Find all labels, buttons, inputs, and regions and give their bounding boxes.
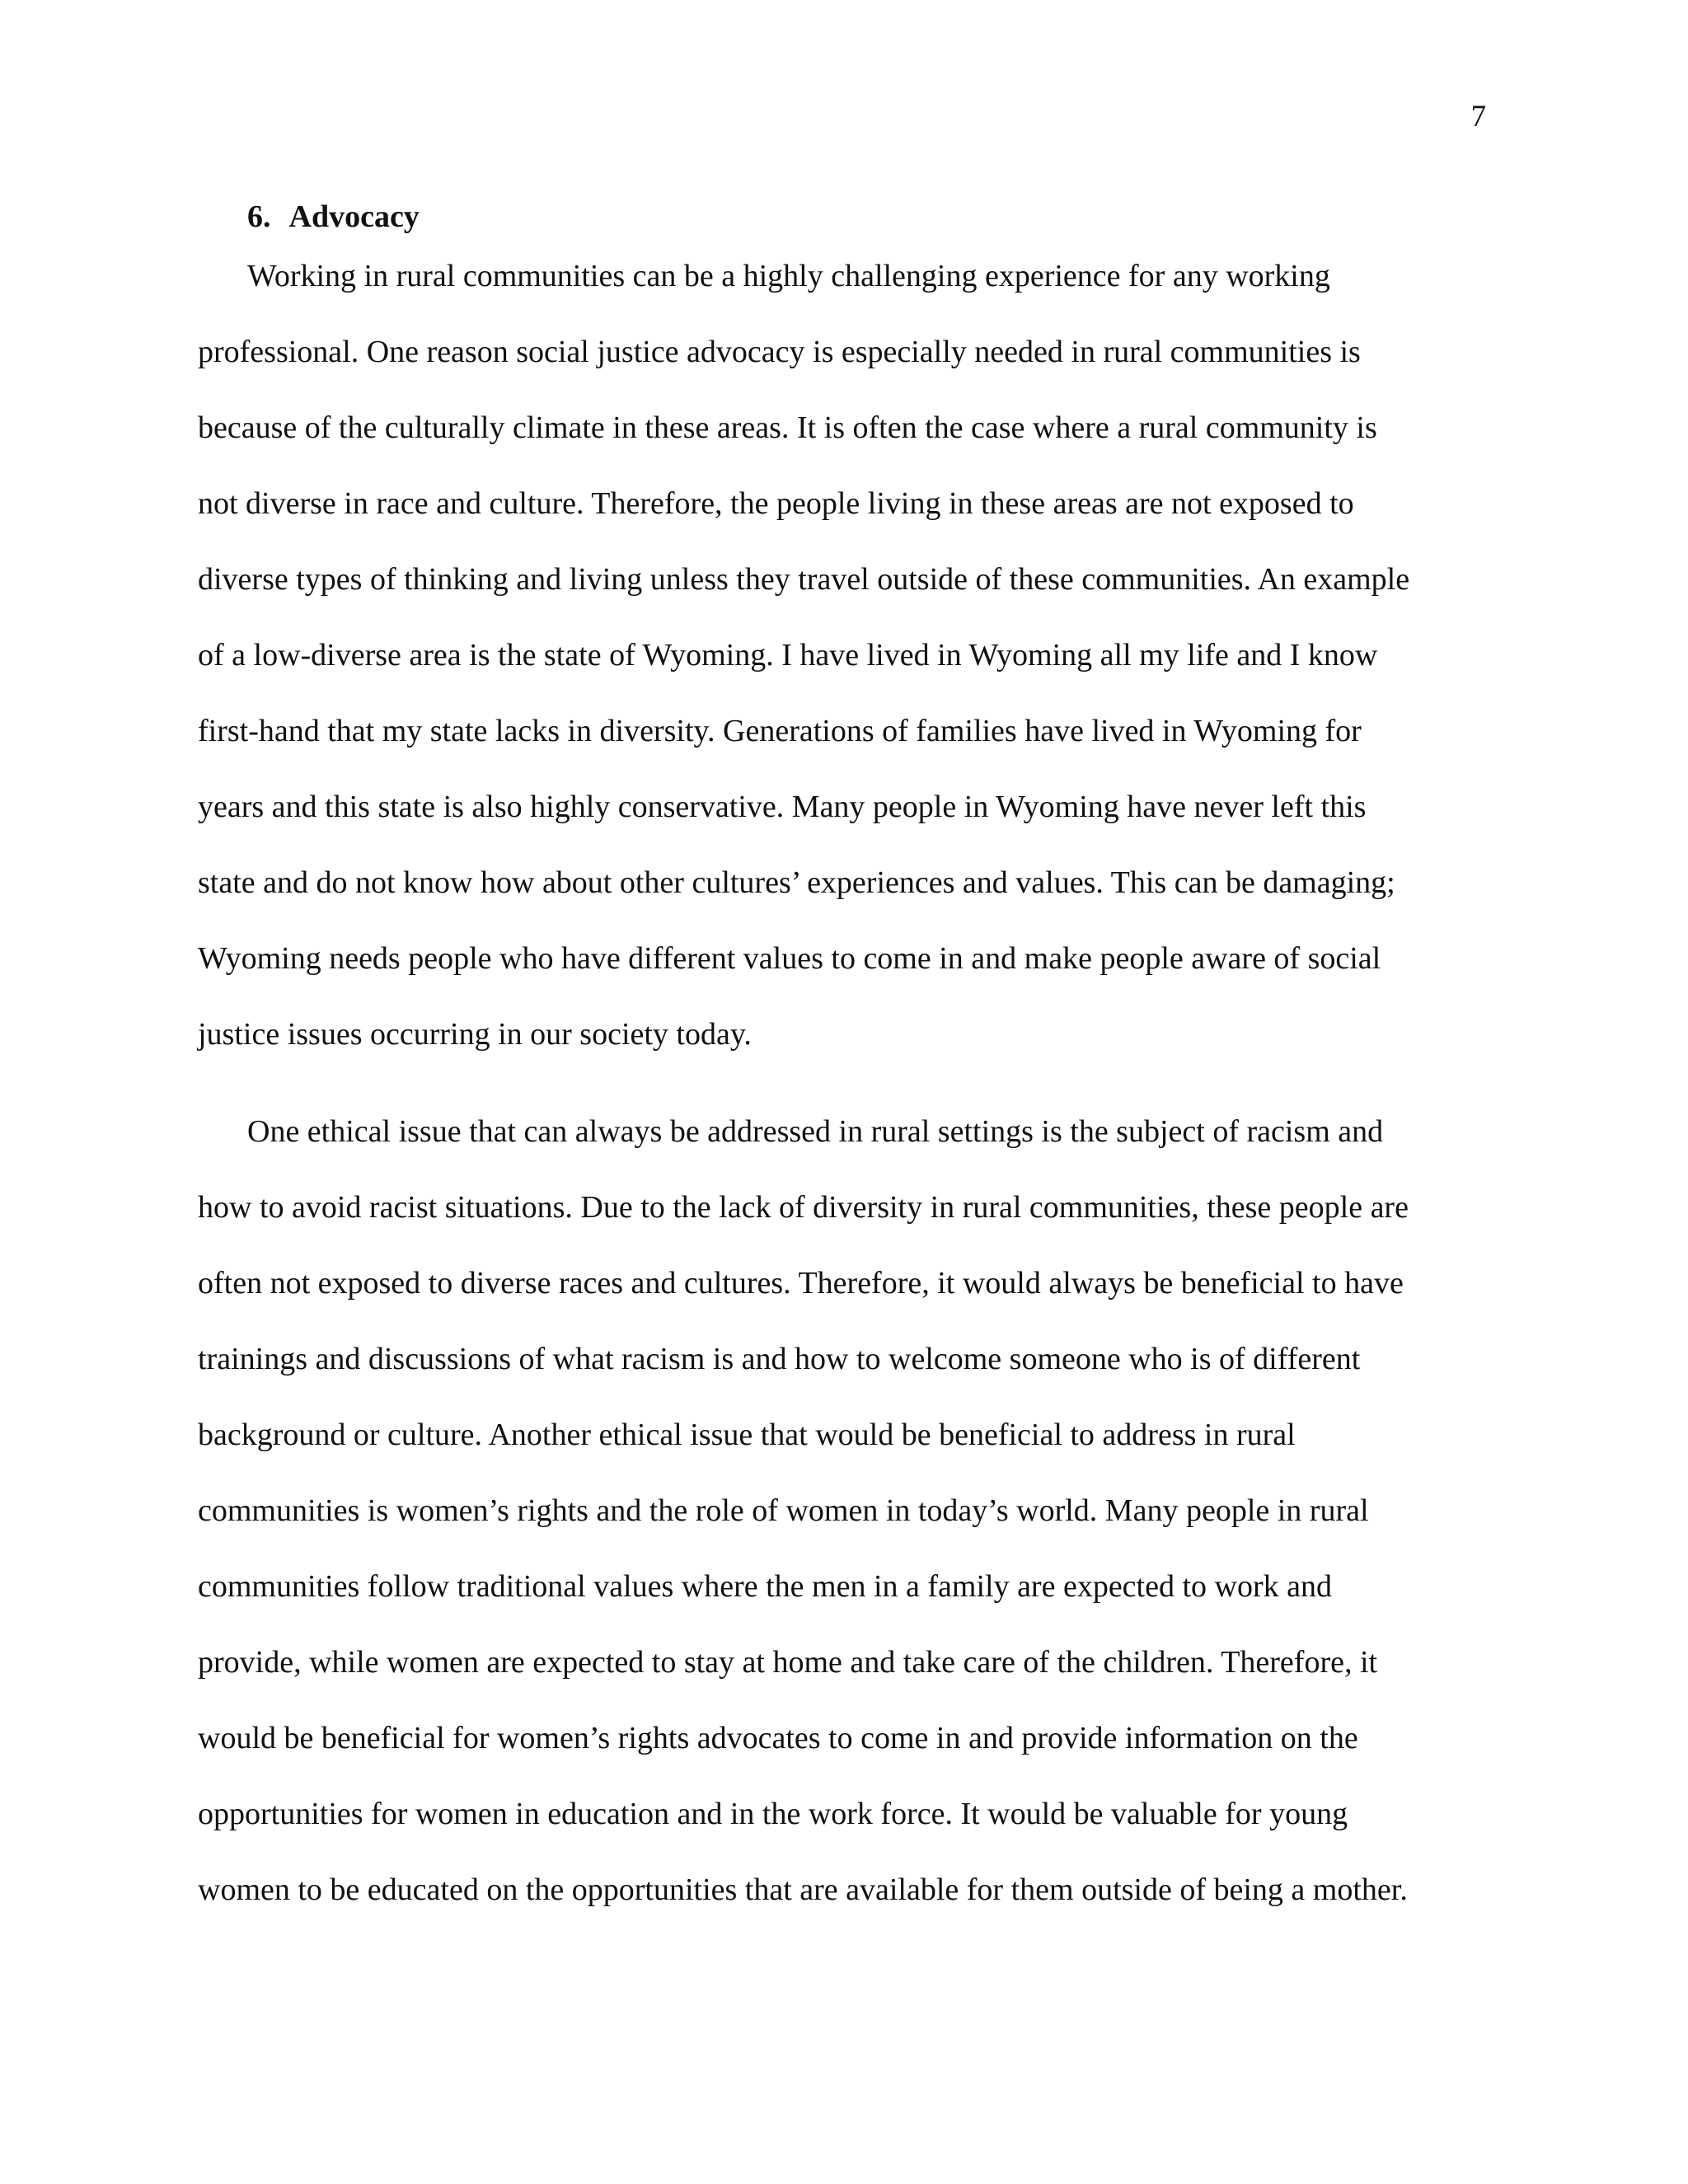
paragraph-line: women to be educated on the opportunities that are available for them outside of being a mother. (198, 1872, 1408, 1907)
paragraph-line: trainings and discussions of what racism is and how to welcome someone who is of different (198, 1342, 1361, 1376)
paragraph-line: first-hand that my state lacks in diversity. Generations of families have lived in Wyoming for (198, 714, 1362, 748)
paragraph-line: how to avoid racist situations. Due to the lack of diversity in rural communities, these people are (198, 1190, 1409, 1225)
paragraph-line: state and do not know how about other cultures’ experiences and values. This can be damaging; (198, 865, 1395, 900)
paragraph-line: often not exposed to diverse races and cultures. Therefore, it would always be beneficial to have (198, 1266, 1404, 1301)
section-title: Advocacy (288, 199, 420, 234)
paragraph-line: communities is women’s rights and the role of women in today’s world. Many people in rural (198, 1493, 1369, 1528)
section-number: 6. (247, 199, 271, 234)
paragraph-line: would be beneficial for women’s rights advocates to come in and provide information on the (198, 1721, 1358, 1755)
paragraph-line: because of the culturally climate in these areas. It is often the case where a rural community is (198, 410, 1377, 445)
page-number: 7 (1470, 100, 1486, 134)
paragraph-line: background or culture. Another ethical issue that would be beneficial to address in rural (198, 1418, 1296, 1452)
paragraph-line: One ethical issue that can always be addressed in rural settings is the subject of racism and (247, 1114, 1384, 1149)
paragraph-line: justice issues occurring in our society today. (198, 1017, 752, 1052)
paragraph-line: of a low-diverse area is the state of Wyoming. I have lived in Wyoming all my life and I know (198, 638, 1378, 673)
paragraph-line: years and this state is also highly conservative. Many people in Wyoming have never left this (198, 790, 1367, 824)
paragraph-line: opportunities for women in education and in the work force. It would be valuable for young (198, 1797, 1348, 1831)
paragraph-line: professional. One reason social justice advocacy is especially needed in rural communities is (198, 335, 1361, 369)
paragraph-line: provide, while women are expected to stay at home and take care of the children. Therefore, it (198, 1645, 1378, 1680)
paragraph-line: Working in rural communities can be a highly challenging experience for any working (247, 259, 1330, 293)
section-heading (247, 198, 420, 236)
paragraph-line: Wyoming needs people who have different values to come in and make people aware of social (198, 941, 1381, 976)
paragraph-line: not diverse in race and culture. Therefore, the people living in these areas are not exposed to (198, 486, 1354, 521)
paragraph-line: communities follow traditional values where the men in a family are expected to work and (198, 1569, 1332, 1604)
paragraph-line: diverse types of thinking and living unless they travel outside of these communities. An example (198, 562, 1410, 597)
